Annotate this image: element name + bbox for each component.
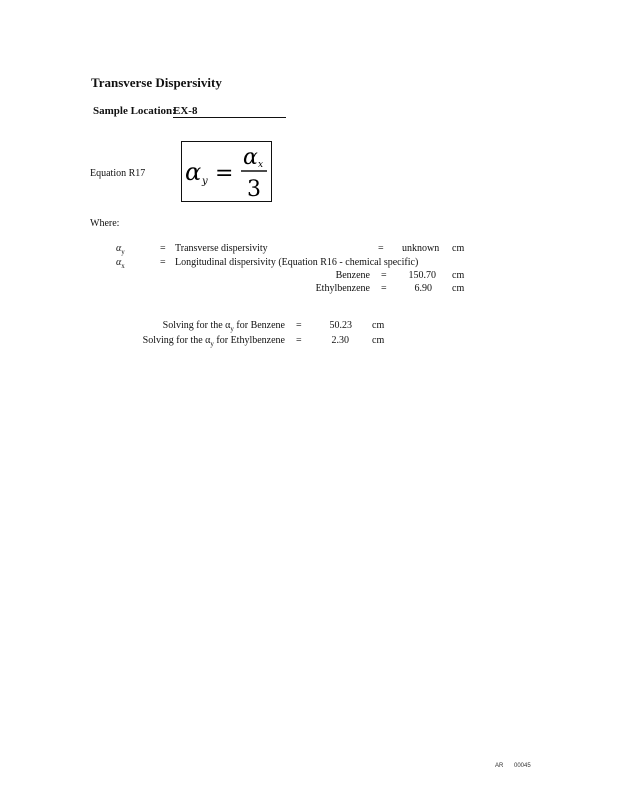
def-equals: =: [160, 243, 166, 254]
solution-label: Solving for the $\alpha_y$ for Ethylbenzene: [142, 335, 285, 348]
sample-location-underline: [173, 117, 286, 118]
numerator-subscript: x: [258, 160, 264, 170]
solution-unit: cm: [372, 335, 385, 346]
sample-location-value: EX-8: [173, 105, 198, 117]
equals-sign: =: [215, 161, 234, 186]
def-symbol-alpha-x: $\alpha_x$: [116, 257, 125, 270]
chem-value: 6.90: [414, 283, 432, 294]
sample-location-label: Sample Location:: [93, 105, 176, 117]
lhs-alpha: α: [185, 158, 202, 186]
solution-value: 2.30: [331, 335, 349, 346]
solution-equals: =: [296, 320, 302, 331]
def-equals: =: [160, 257, 166, 268]
equation-label: Equation R17: [90, 168, 146, 179]
chem-name: Ethylbenzene: [315, 283, 370, 294]
chem-unit: cm: [452, 270, 465, 281]
chem-value: 150.70: [408, 270, 436, 281]
footer-ar: AR: [495, 763, 504, 769]
def-equals-2: =: [378, 243, 384, 254]
def-text: Longitudinal dispersivity (Equation R16 - chemical specific): [175, 257, 419, 268]
chem-name: Benzene: [335, 270, 370, 281]
denominator: 3: [247, 177, 261, 200]
def-symbol-alpha-y: $\alpha_y$: [116, 243, 125, 256]
chem-equals: =: [381, 283, 387, 294]
solution-equals: =: [296, 335, 302, 346]
def-unit: cm: [452, 243, 465, 254]
equation-formula: [182, 142, 270, 200]
chem-equals: =: [381, 270, 387, 281]
numerator-alpha: α: [243, 145, 258, 170]
page-title: Transverse Dispersivity: [91, 75, 222, 90]
def-text: Transverse dispersivity: [175, 243, 268, 254]
where-label: Where:: [90, 218, 120, 229]
def-value: unknown: [402, 243, 440, 254]
solution-label: Solving for the $\alpha_y$ for Benzene: [162, 320, 285, 333]
chem-unit: cm: [452, 283, 465, 294]
footer-page-number: 00045: [514, 763, 531, 769]
lhs-subscript: y: [202, 176, 208, 187]
equation-box: [181, 141, 272, 202]
solution-value: 50.23: [329, 320, 352, 331]
solution-unit: cm: [372, 320, 385, 331]
